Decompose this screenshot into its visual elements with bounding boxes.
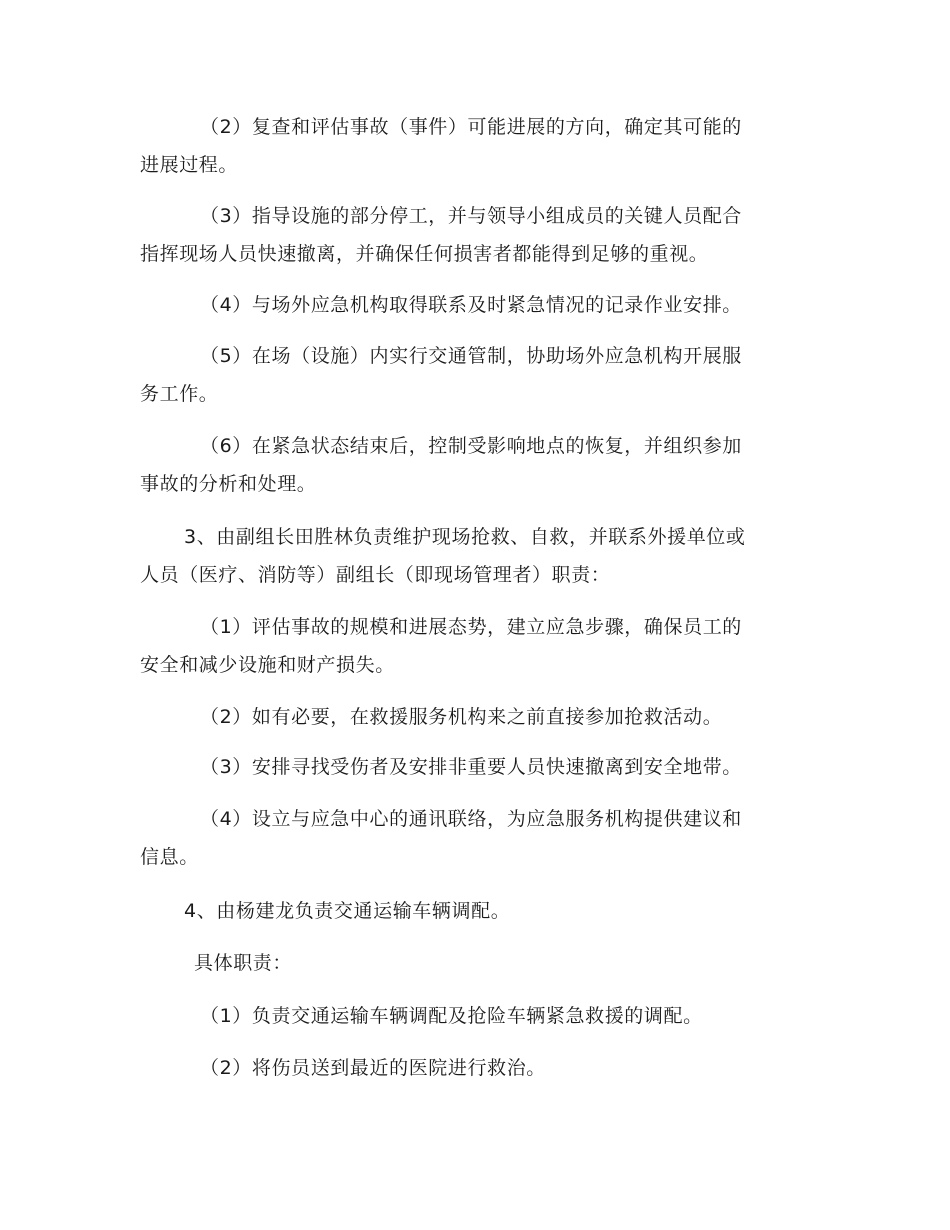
text-line: （3）安排寻找受伤者及安排非重要人员快速撤离到安全地带。: [200, 756, 742, 778]
text-line: 具体职责：: [194, 952, 293, 974]
section-3-heading: [140, 518, 810, 594]
paragraph-item-6-recovery: [140, 427, 810, 503]
paragraph-item-3-1-assess: [140, 608, 810, 684]
text-line: 3、由副组长田胜林负责维护现场抢救、自救，并联系外援单位或: [184, 526, 746, 548]
text-line: （2）如有必要，在救援服务机构来之前直接参加抢救活动。: [200, 706, 723, 728]
text-line: （2）将伤员送到最近的医院进行救治。: [200, 1057, 546, 1079]
paragraph-item-3-shutdown: [140, 197, 810, 273]
text-line: （1）负责交通运输车辆调配及抢险车辆紧急救援的调配。: [200, 1005, 703, 1027]
paragraph-item-4-2-hospital: [140, 1049, 810, 1087]
text-line: 务工作。: [140, 383, 219, 405]
paragraph-item-5-traffic: [140, 337, 810, 413]
duties-heading: [140, 944, 810, 982]
section-4-heading: [140, 892, 810, 930]
paragraph-item-3-3-evacuate: [140, 748, 810, 786]
text-line: 安全和减少设施和财产损失。: [140, 654, 395, 676]
paragraph-item-3-4-comm: [140, 800, 810, 876]
text-line: （6）在紧急状态结束后，控制受影响地点的恢复，并组织参加: [200, 435, 742, 457]
text-line: 4、由杨建龙负责交通运输车辆调配。: [184, 900, 511, 922]
text-line: （4）设立与应急中心的通讯联络，为应急服务机构提供建议和: [200, 808, 742, 830]
paragraph-item-3-2-rescue: [140, 698, 810, 736]
text-line: （4）与场外应急机构取得联系及时紧急情况的记录作业安排。: [200, 294, 742, 316]
text-line: 进展过程。: [140, 154, 239, 176]
text-line: （2）复查和评估事故（事件）可能进展的方向，确定其可能的: [200, 116, 742, 138]
text-line: （1）评估事故的规模和进展态势，建立应急步骤，确保员工的: [200, 616, 742, 638]
paragraph-item-4-contact: [140, 286, 810, 324]
text-line: （3）指导设施的部分停工，并与领导小组成员的关键人员配合: [200, 205, 742, 227]
paragraph-item-4-1-vehicles: [140, 997, 810, 1035]
paragraph-item-2-review: [140, 108, 810, 184]
text-line: 指挥现场人员快速撤离，并确保任何损害者都能得到足够的重视。: [140, 243, 709, 265]
text-line: （5）在场（设施）内实行交通管制，协助场外应急机构开展服: [200, 345, 742, 367]
text-line: 事故的分析和处理。: [140, 473, 317, 495]
text-line: 信息。: [140, 846, 199, 868]
text-line: 人员（医疗、消防等）副组长（即现场管理者）职责：: [140, 564, 611, 586]
